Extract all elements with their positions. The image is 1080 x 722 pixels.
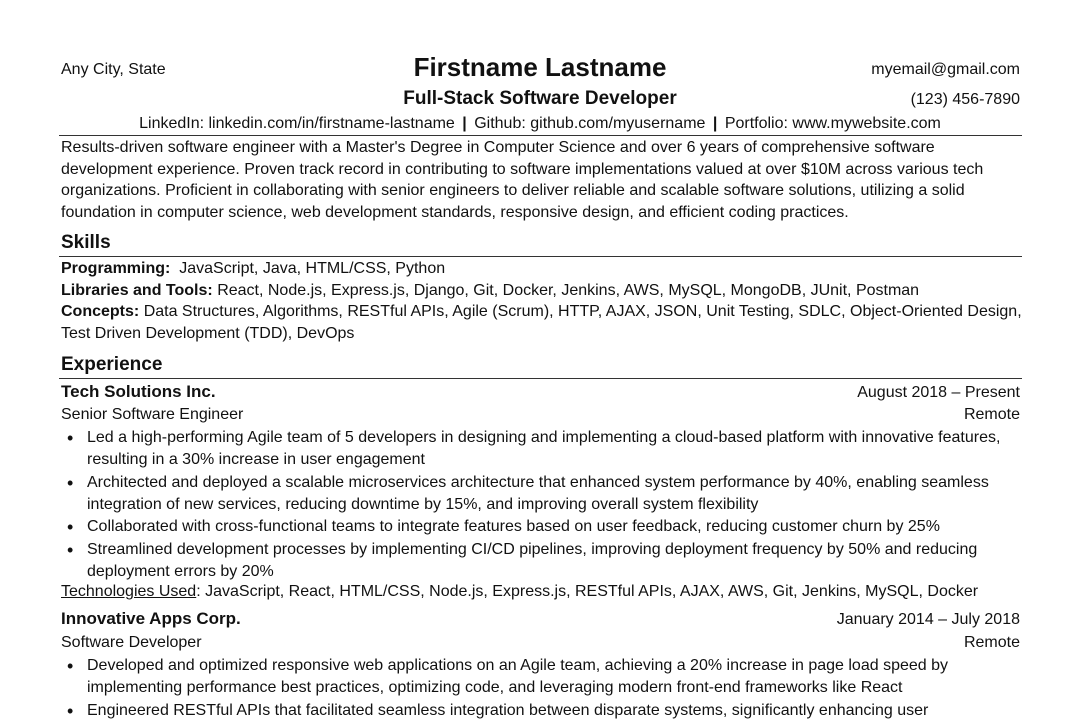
list-item: • Collaborated with cross-functional teams to integrate features based on user feedback, reducing customer churn by 25% <box>61 516 1023 538</box>
linkedin-link: LinkedIn: linkedin.com/in/firstname-lastname <box>139 115 455 132</box>
location: Any City, State <box>61 61 166 78</box>
skills-programming-value: JavaScript, Java, HTML/CSS, Python <box>179 260 446 277</box>
skills-list <box>61 258 1023 344</box>
job-bullets <box>61 655 1023 722</box>
job-location: Remote <box>963 634 1020 651</box>
email: myemail@gmail.com <box>871 61 1020 78</box>
contact-links <box>0 113 1080 135</box>
skills-libraries-value: React, Node.js, Express.js, Django, Git, Docker, Jenkins, AWS, MySQL, MongoDB, JUnit, Postman <box>217 281 920 299</box>
list-item: • Architected and deployed a scalable microservices architecture that enhanced system performance by 40%, enabling seamless integration of new services, reducing downtime by 15%, and improving overall system flexibility <box>61 472 1023 516</box>
skills-concepts-label: Concepts: <box>61 303 140 320</box>
separator: | <box>712 115 718 132</box>
skills-programming <box>61 258 1023 280</box>
phone: (123) 456-7890 <box>910 91 1020 108</box>
job-role: Senior Software Engineer <box>61 406 244 423</box>
skills-divider <box>59 256 1022 257</box>
skills-libraries <box>61 280 1023 302</box>
experience-divider <box>59 378 1022 379</box>
technologies-used <box>61 581 1023 603</box>
github-link: Github: github.com/myusername <box>474 115 706 132</box>
skills-heading: Skills <box>61 232 111 253</box>
skills-concepts <box>61 301 1023 344</box>
portfolio-link: Portfolio: www.mywebsite.com <box>724 115 941 132</box>
job-location: Remote <box>963 406 1020 423</box>
full-name: Firstname Lastname <box>413 52 667 82</box>
technologies-value: : JavaScript, React, HTML/CSS, Node.js, Express.js, RESTful APIs, AJAX, AWS, Git, Jenkins, MySQL, Docker <box>196 583 979 600</box>
list-item: • Engineered RESTful APIs that facilitated seamless integration between disparate systems, significantly enhancing user <box>61 700 1023 722</box>
list-item: • Streamlined development processes by implementing CI/CD pipelines, improving deployment frequency by 50% and reducing deployment errors by 20% <box>61 539 1023 583</box>
technologies-label: Technologies Used <box>61 583 197 600</box>
job-company: Innovative Apps Corp. <box>61 609 241 628</box>
list-item: • Developed and optimized responsive web applications on an Agile team, achieving a 20% increase in page load speed by implementing performance best practices, optimizing code, and leveraging modern front-end frameworks like React <box>61 655 1023 699</box>
experience-heading: Experience <box>61 354 163 375</box>
list-item: • Led a high-performing Agile team of 5 developers in designing and implementing a cloud-based platform with innovative features, resulting in a 30% increase in user engagement <box>61 427 1023 471</box>
job-dates: August 2018 – Present <box>857 384 1020 401</box>
header-divider <box>59 135 1022 136</box>
summary-paragraph: Results-driven software engineer with a Master's Degree in Computer Science and over 6 years of comprehensive software development experience. Proven track record in contributing to software implementations valued at over $10M across various tech organizations. Proficient in collaborating with senior engineers to deliver reliable and scalable software solutions, utilizing a solid foundation in computer science, web development standards, responsive design, and efficient coding practices. <box>61 139 984 221</box>
job-dates: January 2014 – July 2018 <box>836 611 1020 628</box>
skills-concepts-value: Data Structures, Algorithms, RESTful APIs, Agile (Scrum), HTTP, AJAX, JSON, Unit Testing, SDLC, Object-Oriented Design, Test Driven Development (TDD), DevOps <box>61 303 1022 342</box>
skills-libraries-label: Libraries and Tools: <box>61 281 213 299</box>
skills-programming-label: Programming: <box>61 260 171 277</box>
job-title: Full-Stack Software Developer <box>403 88 677 109</box>
job-company: Tech Solutions Inc. <box>61 382 216 401</box>
job-bullets <box>61 427 1023 583</box>
separator: | <box>462 115 467 132</box>
job-role: Software Developer <box>61 634 202 651</box>
